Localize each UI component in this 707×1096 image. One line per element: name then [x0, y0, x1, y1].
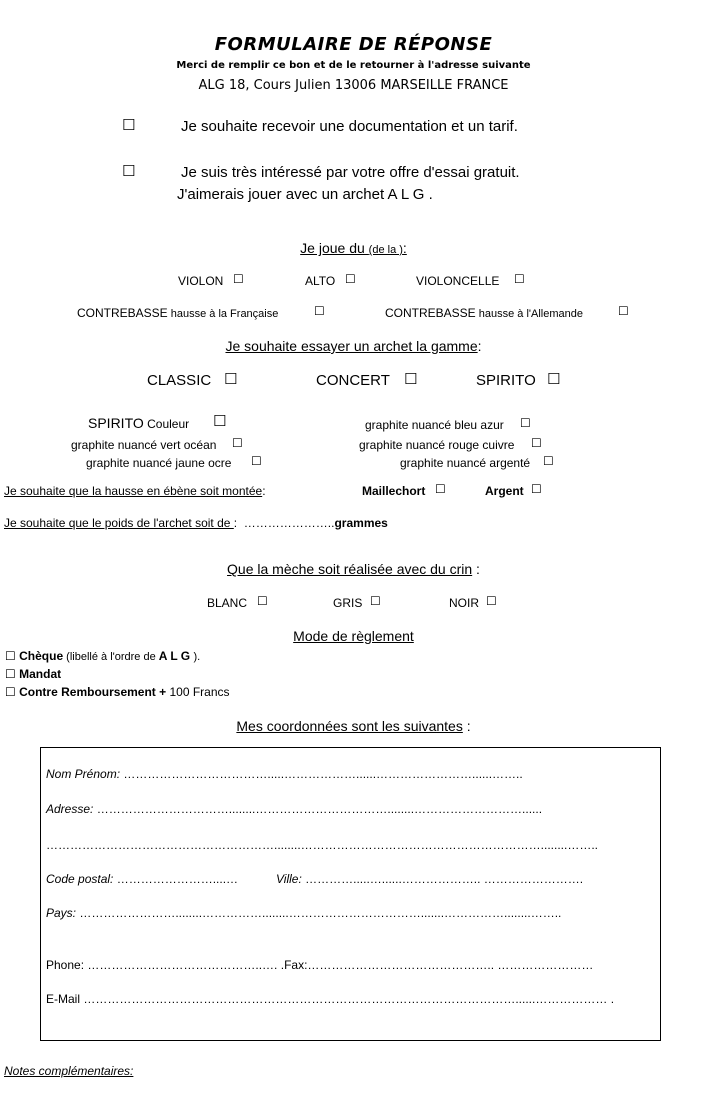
trial-option-label-line1: Je suis très intéressé par votre offre d'essai gratuit.	[181, 164, 520, 181]
hair-gris-label: GRIS	[333, 596, 363, 610]
instrument-heading-main: Je joue du	[300, 240, 369, 256]
contact-heading	[0, 718, 707, 734]
color-jaune-checkbox[interactable]: ☐	[251, 454, 262, 468]
nom-field[interactable]: ……………………………….....………………......……………………......……..	[120, 767, 523, 781]
hair-heading	[0, 561, 707, 577]
weight-input[interactable]: …………………..	[243, 516, 335, 530]
contrebasse-de-name: CONTREBASSE	[385, 306, 476, 320]
payment-cheque-row	[5, 649, 200, 663]
cp-field[interactable]: ……………………....…	[113, 872, 239, 886]
contact-heading-colon: :	[462, 718, 471, 734]
contact-heading-text: Mes coordonnées sont les suivantes	[236, 718, 463, 734]
payment-contre-fee: 100 Francs	[169, 685, 230, 699]
hausse-label-text: Je souhaite que la hausse en ébène soit montée	[4, 484, 263, 498]
nom-label: Nom Prénom:	[46, 767, 121, 781]
range-classic-label: CLASSIC	[147, 372, 212, 389]
contrebasse-fr-name: CONTREBASSE	[77, 306, 168, 320]
gris-checkbox[interactable]: ☐	[370, 594, 381, 608]
weight-label-colon: :	[233, 516, 238, 530]
documentation-option-label: Je souhaite recevoir une documentation et un tarif.	[181, 118, 518, 135]
contrebasse-fr-checkbox[interactable]: ☐	[314, 304, 325, 318]
color-vert-label: graphite nuancé vert océan	[71, 438, 217, 452]
fax-label: Fax:	[284, 958, 308, 972]
color-argente-label: graphite nuancé argenté	[400, 456, 531, 470]
fax-field[interactable]: ……………………………………….. ……………………	[307, 958, 594, 972]
nom-row	[46, 767, 523, 781]
alto-checkbox[interactable]: ☐	[345, 272, 356, 286]
phone-field[interactable]: ……………………………………..…. .	[84, 958, 285, 972]
phone-fax-row	[46, 958, 593, 972]
violon-checkbox[interactable]: ☐	[233, 272, 244, 286]
contre-checkbox[interactable]: ☐	[5, 685, 16, 699]
color-vert-checkbox[interactable]: ☐	[232, 436, 243, 450]
email-label: E-Mail	[46, 992, 81, 1006]
blanc-checkbox[interactable]: ☐	[257, 594, 268, 608]
color-rouge-label: graphite nuancé rouge cuivre	[359, 438, 515, 452]
pays-row	[46, 906, 561, 920]
argent-checkbox[interactable]: ☐	[531, 482, 542, 496]
mandat-checkbox[interactable]: ☐	[5, 667, 16, 681]
hausse-argent-label: Argent	[485, 484, 524, 498]
instrument-heading	[0, 240, 707, 258]
hair-blanc-label: BLANC	[207, 596, 248, 610]
payment-contre-row	[5, 685, 230, 699]
spirito-checkbox[interactable]: ☐	[547, 370, 561, 388]
payment-heading	[0, 628, 707, 644]
instrument-alto-label: ALTO	[305, 274, 336, 288]
range-heading-colon: :	[477, 338, 482, 354]
hair-heading-colon: :	[472, 561, 480, 577]
ville-label: Ville:	[276, 872, 302, 886]
spirito-color-checkbox[interactable]: ☐	[213, 412, 227, 430]
instrument-violoncelle-label: VIOLONCELLE	[416, 274, 500, 288]
adresse-label: Adresse:	[46, 802, 94, 816]
hausse-maillechort-label: Maillechort	[362, 484, 426, 498]
documentation-checkbox[interactable]: ☐	[122, 116, 136, 134]
payment-cheque-note: (libellé à l'ordre de	[63, 651, 159, 663]
payment-cheque-alg: A L G	[158, 649, 194, 663]
noir-checkbox[interactable]: ☐	[486, 594, 497, 608]
payment-cheque-label: Chèque	[19, 649, 64, 663]
cp-label: Code postal:	[46, 872, 114, 886]
notes-label: Notes complémentaires:	[4, 1064, 134, 1078]
ville-field[interactable]: ………….....…......……………….. …………………….	[301, 872, 584, 886]
contrebasse-fr-label	[77, 306, 278, 320]
contrebasse-de-label	[385, 306, 583, 320]
email-row	[46, 992, 614, 1006]
range-heading-text: Je souhaite essayer un archet la gamme	[225, 338, 478, 354]
hausse-label-colon: :	[262, 484, 266, 498]
color-bleu-label: graphite nuancé bleu azur	[365, 418, 504, 432]
hair-noir-label: NOIR	[449, 596, 479, 610]
adresse-line2-field[interactable]: …………………………………………………........……………………………………………………........……..	[46, 838, 599, 852]
hausse-label	[4, 484, 266, 498]
trial-checkbox[interactable]: ☐	[122, 162, 136, 180]
contrebasse-de-checkbox[interactable]: ☐	[618, 304, 629, 318]
form-subtitle: Merci de remplir ce bon et de le retourner à l'adresse suivante	[176, 60, 531, 71]
instrument-heading-colon: :	[402, 240, 407, 256]
range-heading	[0, 338, 707, 354]
spirito-color-word: Couleur	[143, 417, 190, 431]
spirito-color-name: SPIRITO	[88, 415, 144, 431]
cheque-checkbox[interactable]: ☐	[5, 649, 16, 663]
pays-field[interactable]: ……………………........……………........…………………………….......……………........……..	[76, 906, 562, 920]
adresse-field[interactable]: ……………………………........……………………………........………………………......	[93, 802, 543, 816]
pays-label: Pays:	[46, 906, 77, 920]
postal-address: ALG 18, Cours Julien 13006 MARSEILLE FRANCE	[198, 78, 509, 93]
trial-option-label-line2: J'aimerais jouer avec un archet A L G .	[177, 186, 433, 203]
form-title: FORMULAIRE DE RÉPONSE	[214, 34, 493, 55]
ville-row	[276, 872, 583, 886]
payment-cheque-end: ).	[193, 651, 201, 663]
spirito-color-label	[88, 415, 189, 431]
payment-heading-text: Mode de règlement	[293, 628, 414, 644]
payment-mandat-row	[5, 667, 61, 681]
adresse-row	[46, 802, 542, 816]
email-field[interactable]: ………………………………………………………………………………………………......……………… .	[80, 992, 615, 1006]
maillechort-checkbox[interactable]: ☐	[435, 482, 446, 496]
color-rouge-checkbox[interactable]: ☐	[531, 436, 542, 450]
range-spirito-label: SPIRITO	[476, 372, 536, 389]
color-bleu-checkbox[interactable]: ☐	[520, 416, 531, 430]
color-argente-checkbox[interactable]: ☐	[543, 454, 554, 468]
phone-label: Phone:	[46, 958, 85, 972]
instrument-violon-label: VIOLON	[178, 274, 224, 288]
concert-checkbox[interactable]: ☐	[404, 370, 418, 388]
hair-heading-text: Que la mèche soit réalisée avec du crin	[227, 561, 473, 577]
contrebasse-de-suffix: hausse à l'Allemande	[475, 308, 583, 320]
payment-mandat-label: Mandat	[19, 667, 62, 681]
weight-label: Je souhaite que le poids de l'archet soit de	[4, 516, 234, 530]
color-jaune-label: graphite nuancé jaune ocre	[86, 456, 232, 470]
weight-unit: grammes	[334, 516, 388, 530]
cp-row	[46, 872, 238, 886]
classic-checkbox[interactable]: ☐	[224, 370, 238, 388]
range-concert-label: CONCERT	[316, 372, 390, 389]
instrument-heading-paren: (de la )	[368, 244, 403, 256]
payment-contre-label: Contre Remboursement +	[19, 685, 170, 699]
contrebasse-fr-suffix: hausse à la Française	[167, 308, 279, 320]
weight-row	[4, 516, 388, 530]
violoncelle-checkbox[interactable]: ☐	[514, 272, 525, 286]
